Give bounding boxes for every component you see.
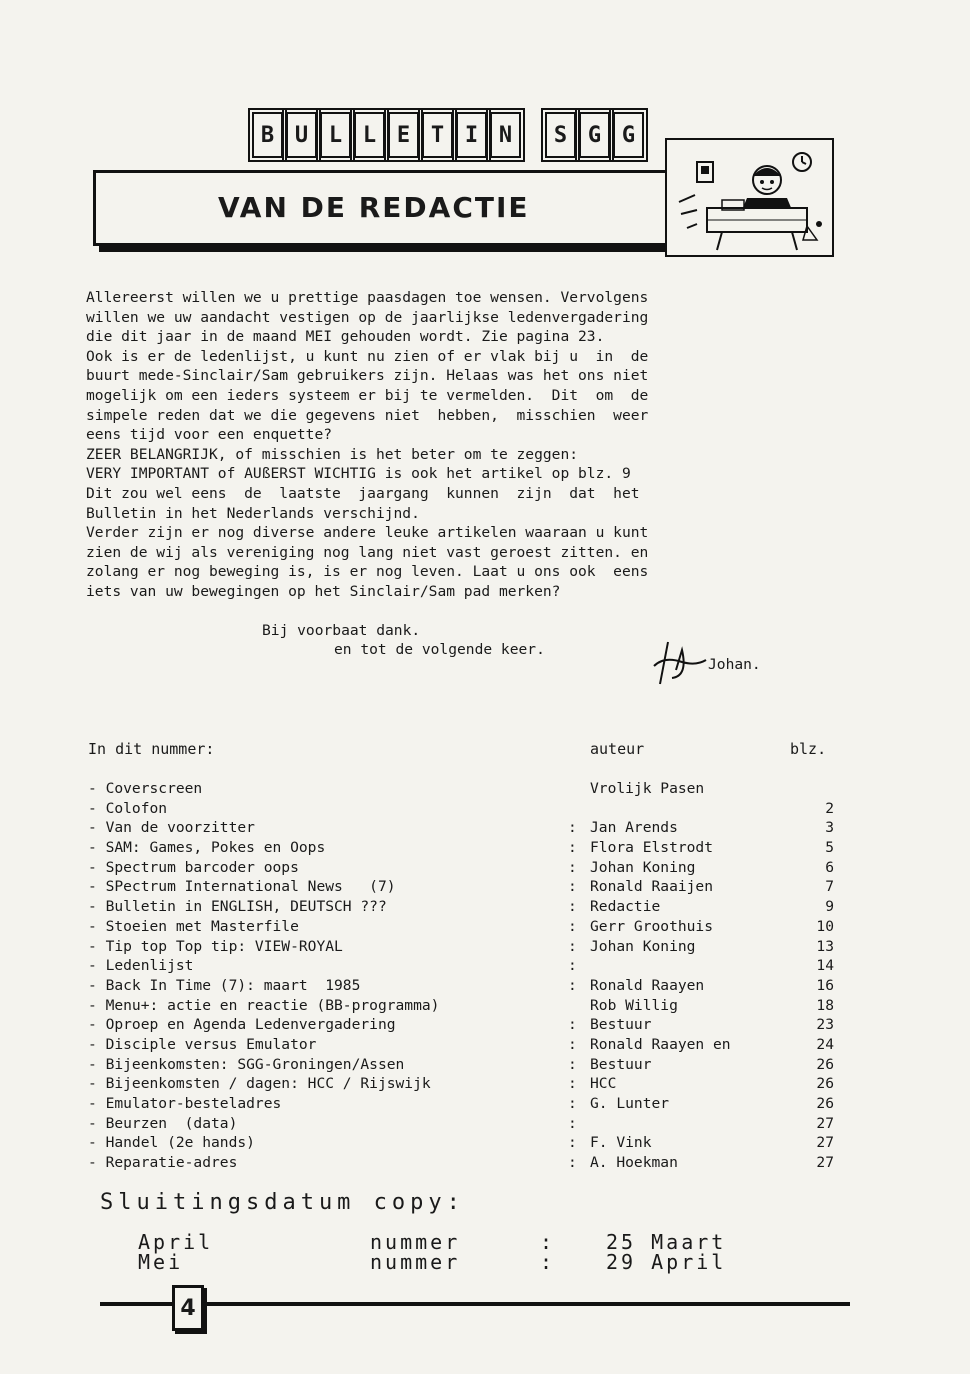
text-line: simpele reden dat we die gegevens niet hebben, misschien weer [86, 406, 649, 424]
toc-row [86, 839, 846, 859]
title-letter: B [252, 112, 283, 158]
toc-item-page: 2 [825, 799, 834, 817]
toc-item-author: Redactie [590, 898, 661, 916]
text-line: ZEER BELANGRIJK, of misschien is het beter om te zeggen: [86, 445, 579, 463]
text-line: Verder zijn er nog diverse andere leuke artikelen waaraan u kunt [86, 524, 649, 542]
toc-item-author: Vrolijk Pasen [590, 780, 705, 797]
toc-item-author: Bestuur [590, 1016, 652, 1034]
text-line: eens tijd voor een enquette? [86, 426, 333, 444]
toc-item-author: Jan Arends [590, 819, 678, 837]
text-line: iets van uw bewegingen op het Sinclair/Sam pad merken? [86, 582, 561, 600]
toc-item-author: F. Vink [590, 1134, 652, 1152]
title-letter: S [545, 112, 576, 158]
deadline-label: nummer [370, 1250, 461, 1274]
toc-item-colon: : [568, 937, 577, 955]
toc-item-title: - Spectrum barcoder oops [88, 858, 299, 876]
toc-item-colon: : [568, 898, 577, 916]
toc-item-page: 6 [825, 858, 834, 876]
text-line: willen we uw aandacht vestigen op de jaarlijkse ledenvergadering [86, 308, 649, 326]
toc-item-page: 9 [825, 898, 834, 916]
title-letter: U [286, 112, 317, 158]
toc-item-colon: : [568, 1016, 577, 1034]
text-line: mogelijk om een ieders systeem er bij te vermelden. Dit om de [86, 386, 649, 404]
toc-row [86, 957, 846, 977]
toc-item-colon: : [568, 839, 577, 857]
copy-deadline-title: Sluitingsdatum copy: [100, 1190, 465, 1215]
toc-item-title: - Handel (2e hands) [88, 1134, 255, 1152]
toc-item-title: - Reparatie-adres [88, 1154, 238, 1172]
toc-item-page: 3 [825, 819, 834, 837]
toc-item-colon: : [568, 1035, 577, 1053]
toc-item-colon: : [568, 878, 577, 896]
toc-item-page: 23 [816, 1016, 834, 1034]
toc-row [86, 819, 846, 839]
editor-illustration [665, 138, 834, 257]
text-line: Dit zou wel eens de laatste jaargang kunnen zijn dat het [86, 484, 640, 502]
toc-item-page: 13 [816, 937, 834, 955]
title-letter: T [422, 112, 453, 158]
toc-item-title: - Disciple versus Emulator [88, 1035, 317, 1053]
toc-item-page: 27 [816, 1134, 834, 1152]
toc-row [86, 780, 846, 800]
toc-item-title: - SPectrum International News (7) [88, 878, 396, 896]
text-line: VERY IMPORTANT of AUßERST WICHTIG is ook het artikel op blz. 9 [86, 465, 631, 483]
text-line: zolang er nog beweging is, is er nog leven. Laat u ons ook eens [86, 563, 649, 581]
table-of-contents [86, 780, 846, 1174]
toc-item-author: Bestuur [590, 1055, 652, 1073]
toc-item-colon: : [568, 917, 577, 935]
title-letter: L [320, 112, 351, 158]
text-line: die dit jaar in de maand MEI gehouden wordt. Zie pagina 23. [86, 328, 605, 346]
toc-row [86, 918, 846, 938]
toc-item-page: 7 [825, 878, 834, 896]
toc-item-page: 14 [816, 957, 834, 975]
toc-item-title: - Ledenlijst [88, 957, 194, 975]
editor-at-desk-icon [667, 140, 832, 255]
toc-row [86, 859, 846, 879]
toc-item-page: 27 [816, 1154, 834, 1172]
toc-page-heading: blz. [790, 740, 827, 758]
toc-item-title: - Oproep en Agenda Ledenvergadering [88, 1016, 396, 1034]
toc-item-colon: : [568, 1154, 577, 1172]
toc-row [86, 1016, 846, 1036]
title-letter: I [456, 112, 487, 158]
toc-item-title: - Bulletin in ENGLISH, DEUTSCH ??? [88, 898, 387, 916]
editorial-text [86, 288, 836, 602]
toc-item-author: Ronald Raayen en [590, 1035, 731, 1053]
toc-item-page: 27 [816, 1114, 834, 1132]
title-letter: E [388, 112, 419, 158]
toc-row [86, 878, 846, 898]
toc-row [86, 1154, 846, 1174]
toc-item-title: - Stoeien met Masterfile [88, 917, 299, 935]
toc-row [86, 1056, 846, 1076]
closing-text: en tot de volgende keer. [334, 641, 545, 658]
toc-item-page: 10 [816, 917, 834, 935]
toc-item-author: G. Lunter [590, 1095, 670, 1112]
toc-item-title: - Back In Time (7): maart 1985 [88, 976, 361, 994]
title-letter: L [354, 112, 385, 158]
toc-row [86, 1115, 846, 1135]
text-line: Bulletin in het Nederlands verschijnd. [86, 504, 420, 522]
toc-item-colon: : [568, 1114, 577, 1132]
section-banner [93, 170, 674, 246]
section-title: VAN DE REDACTIE [218, 191, 530, 224]
title-letter: N [490, 112, 521, 158]
footer-rule [100, 1302, 850, 1306]
toc-item-title: - SAM: Games, Pokes en Oops [88, 839, 326, 857]
toc-item-title: - Menu+: actie en reactie (BB-programma) [88, 996, 440, 1014]
deadline-colon: : [540, 1250, 556, 1274]
toc-item-colon: : [568, 1095, 577, 1112]
toc-row [86, 1095, 846, 1115]
toc-row [86, 1134, 846, 1154]
toc-item-page: 26 [816, 1055, 834, 1073]
deadline-date: 25 Maart [606, 1230, 727, 1254]
toc-row [86, 938, 846, 958]
thanks-text: Bij voorbaat dank. [262, 622, 421, 639]
toc-row [86, 800, 846, 820]
toc-item-colon: : [568, 1055, 577, 1073]
toc-item-page: 24 [816, 1035, 834, 1053]
toc-item-author: Rob Willig [590, 996, 678, 1014]
toc-item-page: 16 [816, 976, 834, 994]
deadline-month: Mei [138, 1250, 184, 1274]
toc-item-author: HCC [590, 1075, 617, 1093]
title-letter: G [579, 112, 610, 158]
toc-author-heading: auteur [590, 740, 645, 758]
toc-item-colon: : [568, 976, 577, 994]
toc-row [86, 997, 846, 1017]
toc-item-author: Ronald Raaijen [590, 878, 714, 896]
toc-item-page: 5 [825, 839, 834, 857]
toc-item-colon: : [568, 1075, 577, 1093]
toc-item-title: - Coverscreen [88, 780, 203, 797]
toc-row [86, 1036, 846, 1056]
bulletin-title [252, 112, 644, 158]
page-number: 4 [172, 1285, 204, 1331]
signature-name: Johan. [708, 656, 761, 673]
toc-item-page: 26 [816, 1075, 834, 1093]
toc-item-author: Johan Koning [590, 937, 696, 955]
toc-item-title: - Colofon [88, 799, 168, 817]
deadline-label: nummer [370, 1230, 461, 1254]
toc-item-colon: : [568, 819, 577, 837]
deadline-date: 29 April [606, 1250, 727, 1274]
toc-item-author: Ronald Raayen [590, 976, 705, 994]
signature-scribble-icon [652, 636, 712, 690]
toc-item-page: 26 [816, 1095, 834, 1112]
toc-item-title: - Van de voorzitter [88, 819, 255, 837]
toc-row [86, 1075, 846, 1095]
toc-item-title: - Tip top Top tip: VIEW-ROYAL [88, 937, 343, 955]
deadline-month: April [138, 1230, 214, 1254]
toc-item-author: Flora Elstrodt [590, 839, 714, 857]
text-line: Ook is er de ledenlijst, u kunt nu zien of er vlak bij u in de [86, 347, 649, 365]
toc-heading: In dit nummer: [88, 740, 215, 758]
toc-item-title: - Beurzen (data) [88, 1114, 238, 1132]
toc-item-author: Gerr Groothuis [590, 917, 714, 935]
toc-row [86, 977, 846, 997]
toc-item-page: 18 [816, 996, 834, 1014]
toc-item-colon: : [568, 858, 577, 876]
toc-item-title: - Emulator-besteladres [88, 1095, 282, 1112]
text-line: Allereerst willen we u prettige paasdagen toe wensen. Vervolgens [86, 289, 649, 306]
title-letter: G [613, 112, 644, 158]
toc-item-colon: : [568, 1134, 577, 1152]
text-line: buurt mede-Sinclair/Sam gebruikers zijn. Helaas was het ons niet [86, 367, 649, 385]
toc-item-title: - Bijeenkomsten / dagen: HCC / Rijswijk [88, 1075, 431, 1093]
toc-item-title: - Bijeenkomsten: SGG-Groningen/Assen [88, 1055, 405, 1073]
toc-row [86, 898, 846, 918]
toc-item-author: A. Hoekman [590, 1154, 678, 1172]
toc-item-colon: : [568, 957, 577, 975]
toc-item-author: Johan Koning [590, 858, 696, 876]
deadline-colon: : [540, 1230, 556, 1254]
text-line: zien de wij als vereniging nog lang niet vast geroest zitten. en [86, 543, 649, 561]
